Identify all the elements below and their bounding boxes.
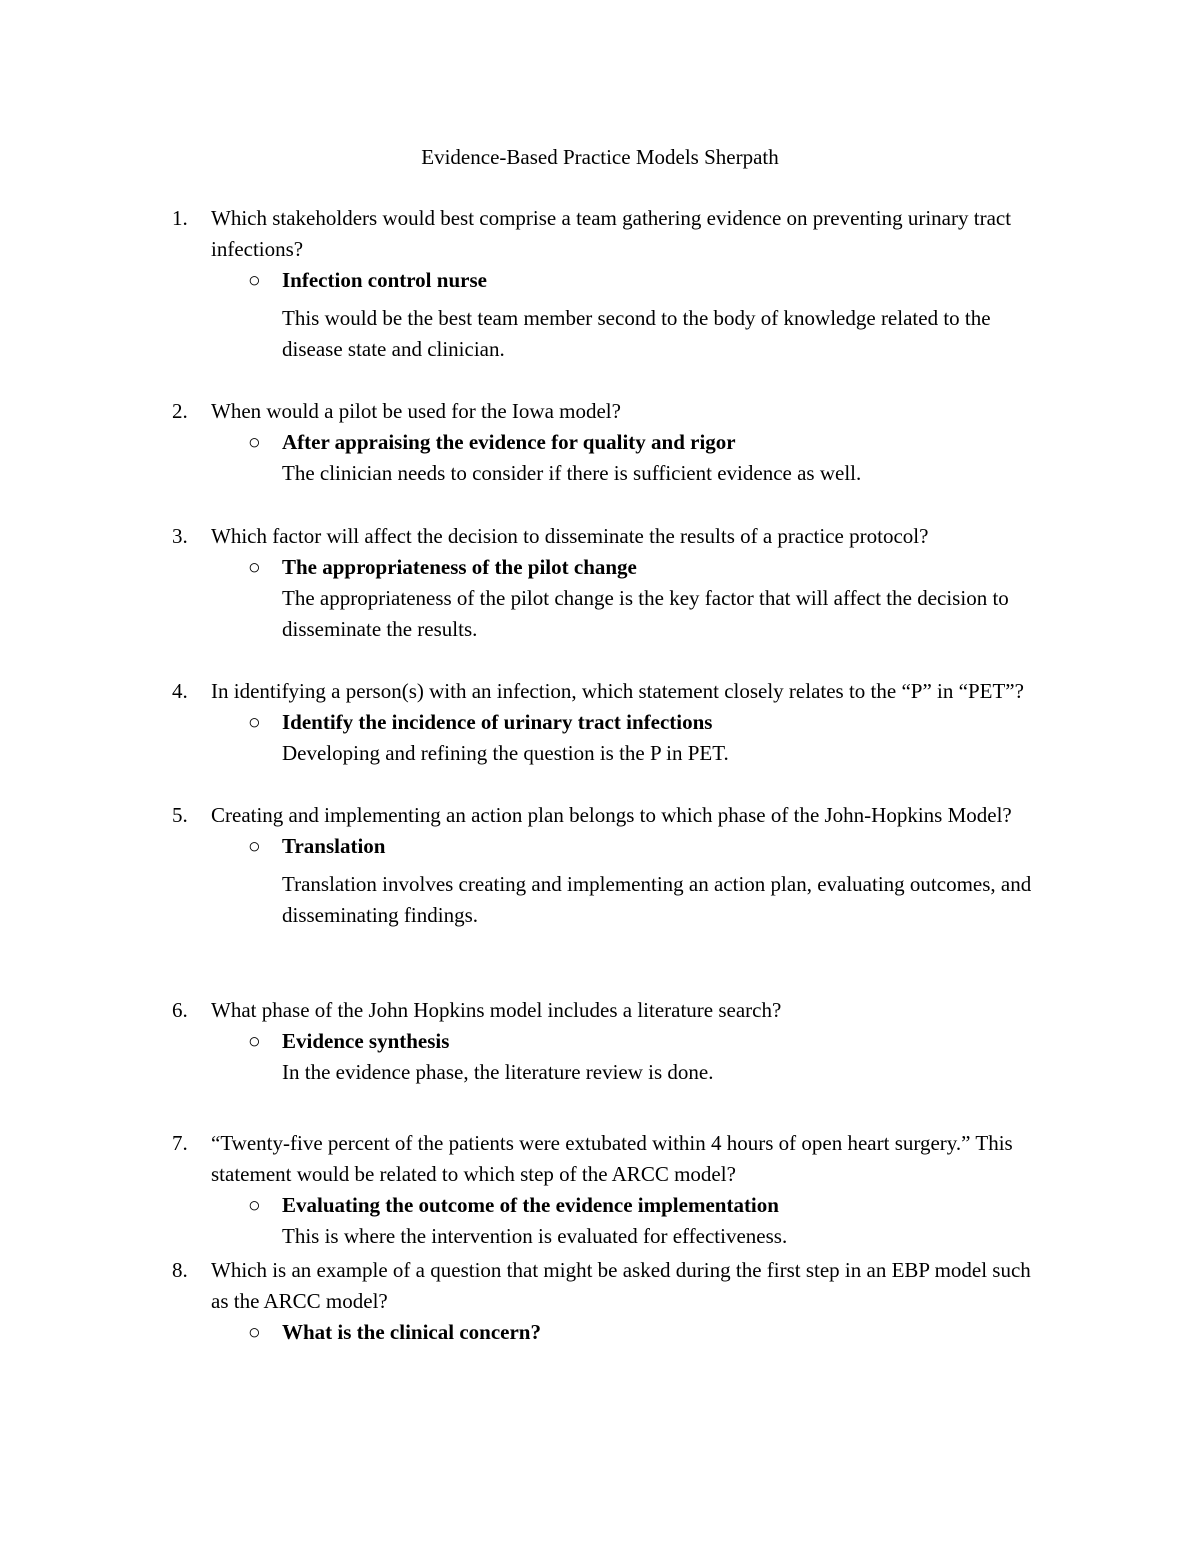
question-item bbox=[172, 1255, 1052, 1348]
answer-label: Evidence synthesis bbox=[282, 1029, 450, 1053]
question-number: 6. bbox=[172, 998, 188, 1022]
answer-text bbox=[248, 1190, 1052, 1221]
question-text: In identifying a person(s) with an infection, which statement closely relates to the “P” in “PET”? bbox=[211, 679, 1024, 703]
answer-text bbox=[248, 427, 1052, 458]
explanation-text: In the evidence phase, the literature review is done. bbox=[282, 1060, 714, 1084]
question-item bbox=[172, 676, 1052, 769]
answer-text bbox=[248, 1317, 1052, 1348]
question-text: What phase of the John Hopkins model includes a literature search? bbox=[211, 998, 782, 1022]
answer-text bbox=[248, 265, 1052, 296]
answer-label: Evaluating the outcome of the evidence implementation bbox=[282, 1193, 779, 1217]
question-text: Which is an example of a question that might be asked during the first step in an EBP model such as the ARCC model? bbox=[211, 1258, 1031, 1313]
question-text: When would a pilot be used for the Iowa model? bbox=[211, 399, 621, 423]
question-number: 8. bbox=[172, 1258, 188, 1282]
answer-text bbox=[248, 552, 1052, 583]
question-item bbox=[172, 1128, 1052, 1252]
question-item bbox=[172, 396, 1052, 489]
question-text: Creating and implementing an action plan belongs to which phase of the John-Hopkins Model? bbox=[211, 803, 1012, 827]
question-text: Which stakeholders would best comprise a team gathering evidence on preventing urinary tract infections? bbox=[211, 206, 1012, 261]
bullet-icon: ○ bbox=[248, 1320, 261, 1344]
bullet-icon: ○ bbox=[248, 430, 261, 454]
bullet-icon: ○ bbox=[248, 834, 261, 858]
document-title: Evidence-Based Practice Models Sherpath bbox=[421, 145, 779, 169]
question-number: 5. bbox=[172, 803, 188, 827]
explanation-text: The clinician needs to consider if there is sufficient evidence as well. bbox=[282, 461, 862, 485]
explanation-text: This would be the best team member second to the body of knowledge related to the disease state and clinician. bbox=[282, 306, 991, 361]
question-item bbox=[172, 800, 1052, 931]
bullet-icon: ○ bbox=[248, 1029, 261, 1053]
question-text: Which factor will affect the decision to disseminate the results of a practice protocol? bbox=[211, 524, 929, 548]
bullet-icon: ○ bbox=[248, 268, 261, 292]
answer-label: Infection control nurse bbox=[282, 268, 487, 292]
explanation-text: The appropriateness of the pilot change is the key factor that will affect the decision to disseminate the results. bbox=[282, 586, 1009, 641]
answer-label: The appropriateness of the pilot change bbox=[282, 555, 637, 579]
question-item bbox=[172, 995, 1052, 1088]
question-number: 2. bbox=[172, 399, 188, 423]
question-text: “Twenty-five percent of the patients were extubated within 4 hours of open heart surgery.” This statement would be related to which step of the ARCC model? bbox=[211, 1131, 1013, 1186]
question-number: 4. bbox=[172, 679, 188, 703]
bullet-icon: ○ bbox=[248, 555, 261, 579]
question-item bbox=[172, 521, 1052, 645]
answer-text bbox=[248, 707, 1052, 738]
answer-label: After appraising the evidence for quality and rigor bbox=[282, 430, 736, 454]
explanation-text: Translation involves creating and implementing an action plan, evaluating outcomes, and disseminating findings. bbox=[282, 872, 1032, 927]
bullet-icon: ○ bbox=[248, 1193, 261, 1217]
question-item bbox=[172, 203, 1052, 365]
question-number: 1. bbox=[172, 206, 188, 230]
question-number: 7. bbox=[172, 1131, 188, 1155]
explanation-text: This is where the intervention is evaluated for effectiveness. bbox=[282, 1224, 788, 1248]
answer-label: What is the clinical concern? bbox=[282, 1320, 541, 1344]
answer-text bbox=[248, 831, 1052, 862]
answer-text bbox=[248, 1026, 1052, 1057]
question-number: 3. bbox=[172, 524, 188, 548]
answer-label: Translation bbox=[282, 834, 386, 858]
bullet-icon: ○ bbox=[248, 710, 261, 734]
answer-label: Identify the incidence of urinary tract infections bbox=[282, 710, 713, 734]
explanation-text: Developing and refining the question is the P in PET. bbox=[282, 741, 729, 765]
